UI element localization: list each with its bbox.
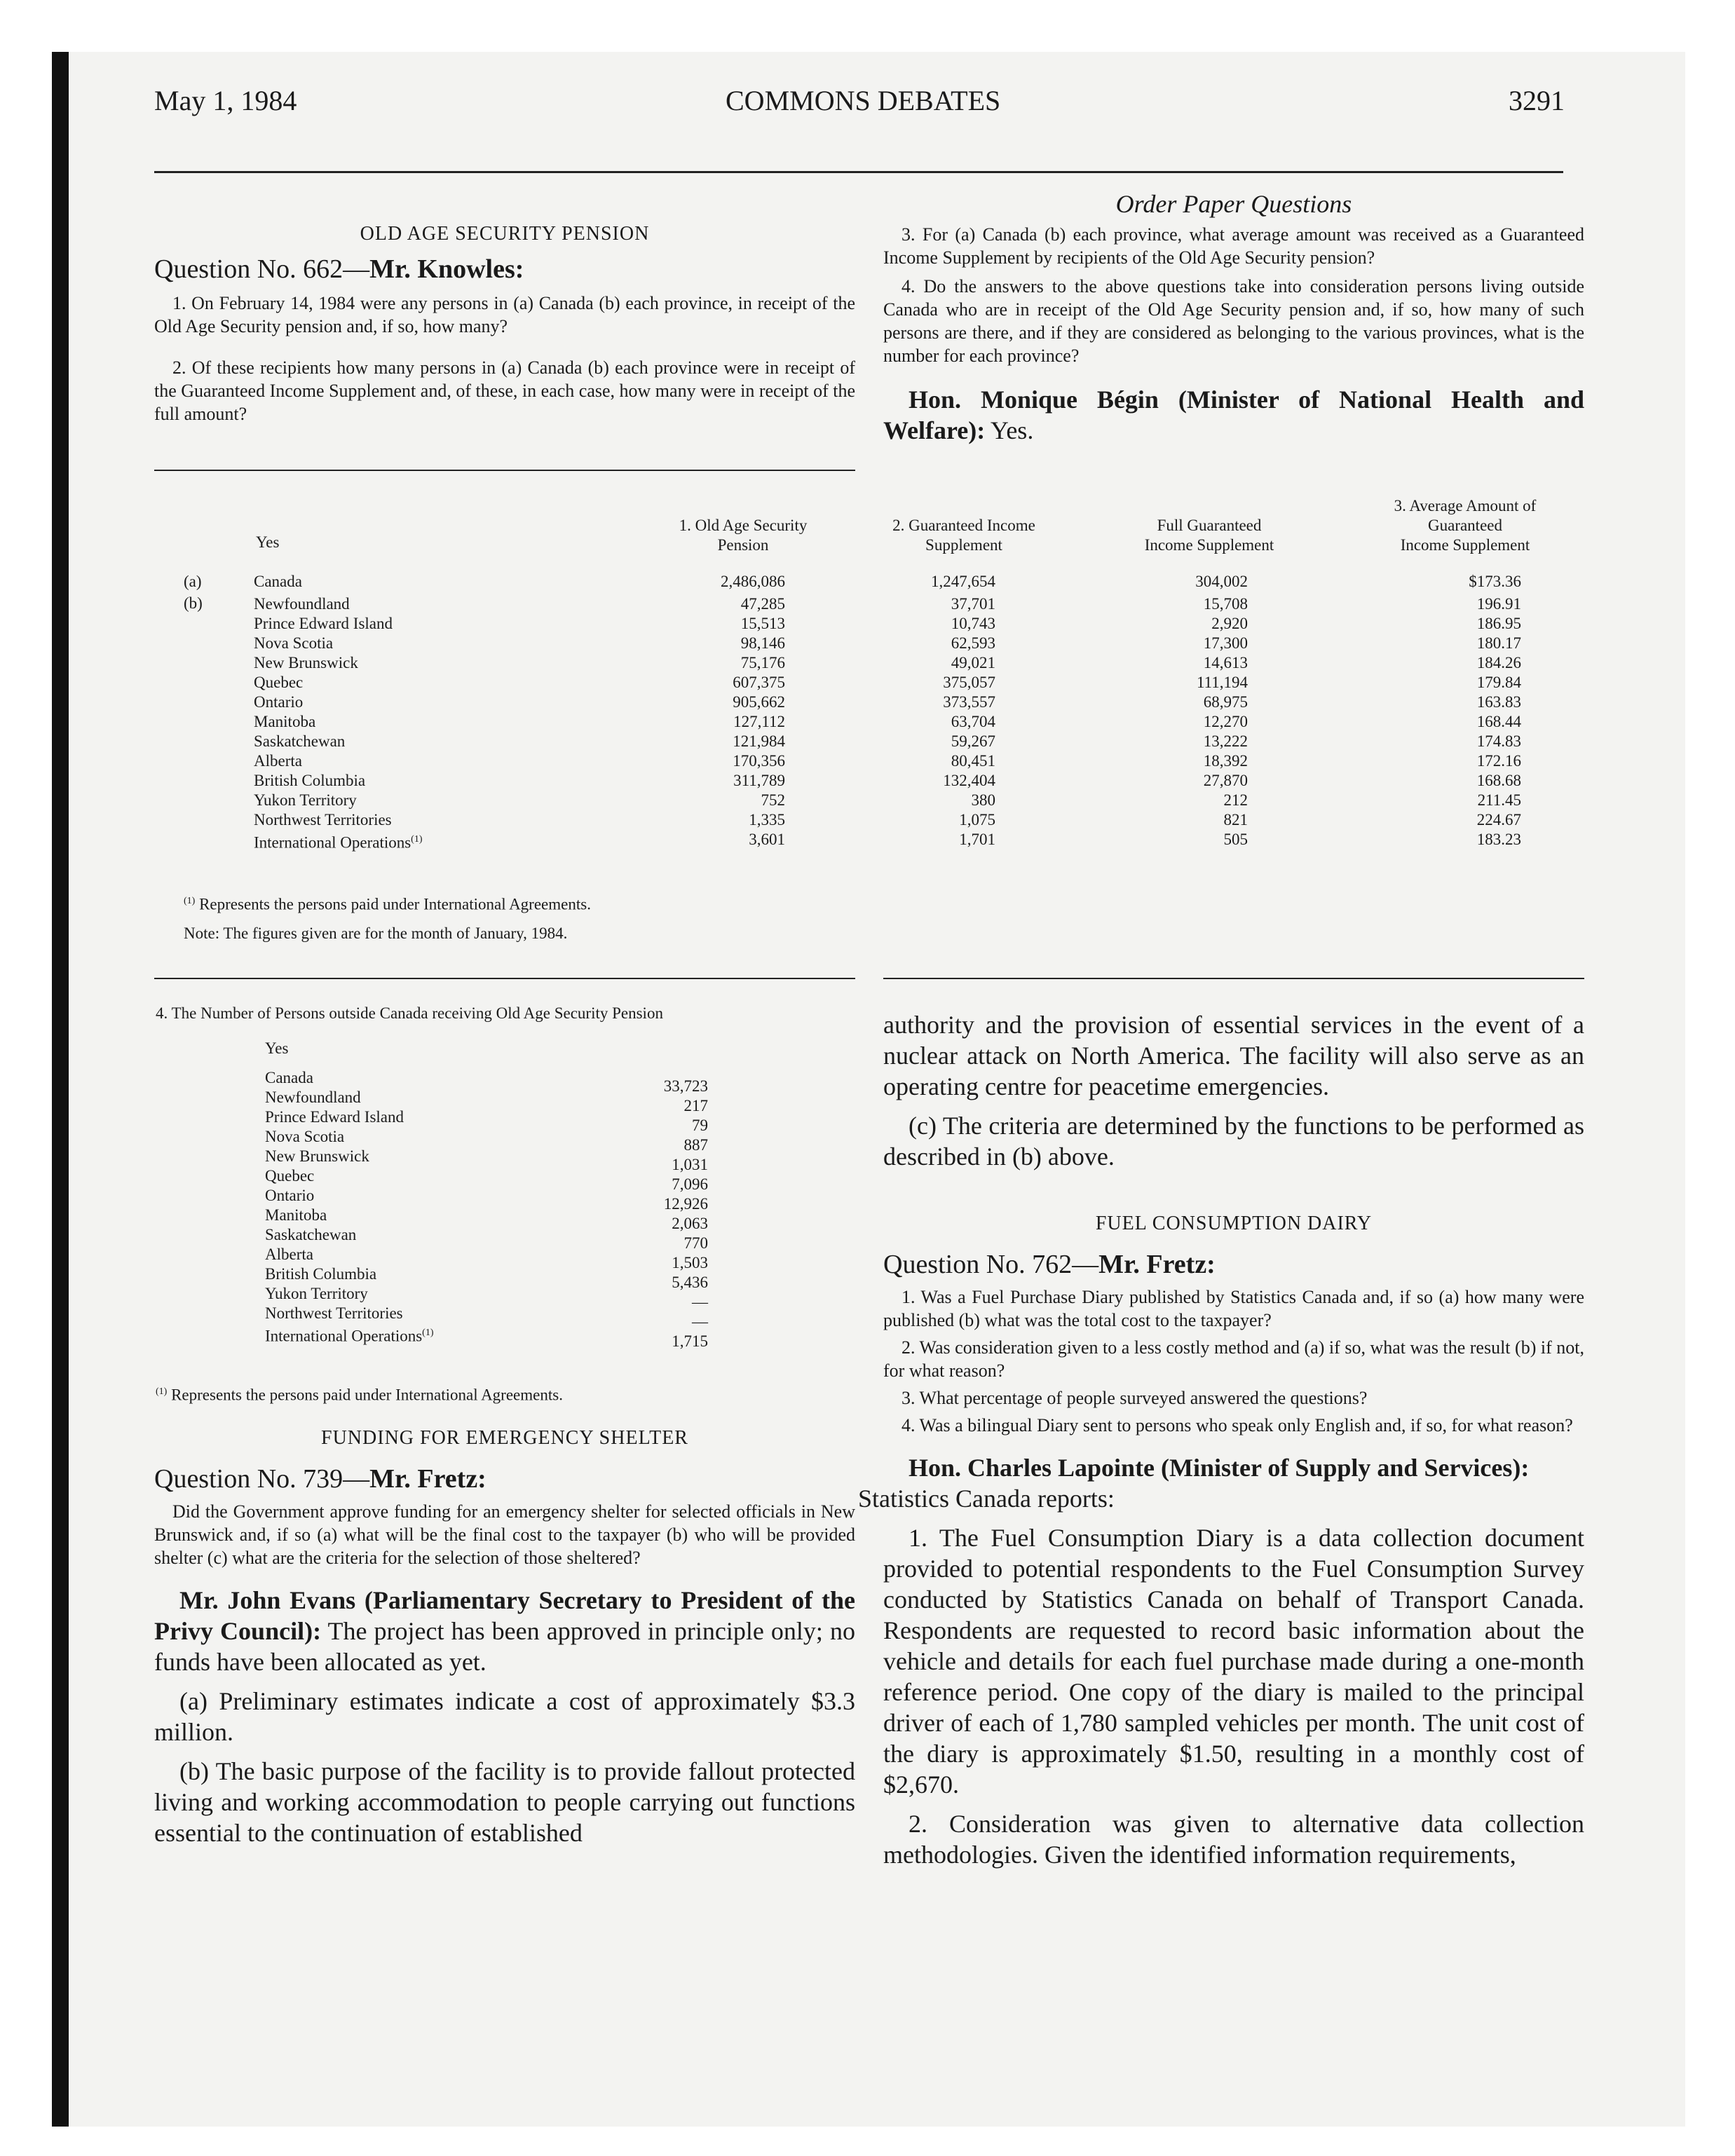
table1-cell-full: 821: [1223, 811, 1248, 828]
shelter-continuation: [883, 1009, 1584, 1172]
right-table-bottom-rule: [883, 978, 1584, 979]
table1-top-rule: [154, 470, 855, 471]
table1-cell-full: 17,300: [1203, 634, 1248, 652]
table1-col4-header-line2: Guaranteed: [1428, 517, 1502, 534]
table2-cell-value: 887: [683, 1136, 708, 1154]
table1-cell-full: 2,920: [1211, 615, 1248, 632]
table2-row-name: Quebec: [265, 1167, 315, 1185]
table1-footnote-marker: (1): [184, 896, 196, 906]
table2-cell-value: 2,063: [672, 1215, 708, 1232]
table2-cell-value: 12,926: [663, 1195, 708, 1213]
table2-cell-value: 79: [692, 1117, 708, 1134]
table1-col4-header-line3: Income Supplement: [1400, 536, 1530, 554]
table1-cell-oas: 2,486,086: [721, 573, 785, 590]
header-date: May 1, 1984: [154, 85, 297, 116]
footnote-marker: (1): [411, 834, 423, 845]
table1-cell-full: 212: [1223, 791, 1248, 809]
oas-q2: 2. Of these recipients how many persons in (a) Canada (b) each province were in receipt of the Guaranteed Income Supplement and, of these, in each case, how many were in receipt of the full amount?: [154, 357, 855, 424]
shelter-answer-c: (c) The criteria are determined by the functions to be performed as described in (b) above.: [883, 1112, 1584, 1171]
table2-cell-value: 5,436: [672, 1274, 708, 1291]
table1-col2-header-line1: 2. Guaranteed Income: [892, 517, 1035, 534]
table2-row-name: British Columbia: [265, 1265, 377, 1283]
order-paper-answer: [883, 384, 1584, 446]
table1-row-name: Alberta: [254, 752, 302, 770]
table1-cell-gis: 49,021: [951, 654, 995, 671]
table1-cell-gis: 380: [971, 791, 995, 809]
fuel-answer-2: 2. Consideration was given to alternative data collection methodologies. Given the identified information requirements,: [883, 1810, 1584, 1869]
table2-cell-value: 1,715: [672, 1332, 708, 1350]
fuel-section: [858, 1213, 1584, 1870]
table1-col1-header-line1: 1. Old Age Security: [679, 517, 808, 534]
order-paper-speaker: Hon. Monique Bégin (Minister of National Health and Welfare):: [883, 386, 1584, 444]
fuel-question-no: Question No. 762—: [883, 1250, 1099, 1279]
table2-row-name: Newfoundland: [265, 1089, 361, 1106]
order-paper-section: [883, 189, 1584, 446]
oas-heading: OLD AGE SECURITY PENSION: [360, 223, 650, 245]
table2-cell-value: 217: [683, 1097, 708, 1114]
shelter-answer: [154, 1585, 855, 1677]
shelter-question-title: [154, 1464, 855, 1494]
shelter-speaker: Mr. John Evans (Parliamentary Secretary to President of the Privy Council):: [154, 1586, 855, 1645]
table1-col3-header: [1122, 516, 1297, 555]
table2-cell-value: 770: [683, 1234, 708, 1252]
table2-row-name: Yukon Territory: [265, 1285, 368, 1302]
table1-row-name: Northwest Territories: [254, 811, 392, 828]
oas-question-title: [154, 254, 855, 285]
table1-cell-avg: 224.67: [1476, 811, 1521, 828]
table1-row-name: International Operations$^{(1)}$: [254, 833, 423, 852]
table1-gis-column: [890, 572, 995, 850]
table1-oas-column: [673, 572, 785, 850]
table1-cell-avg: 168.44: [1476, 713, 1521, 730]
fuel-q1: 1. Was a Fuel Purchase Diary published by Statistics Canada and, if so (a) how many were published (b) what was the total cost to the taxpayer?: [883, 1287, 1584, 1330]
table1-col3-header-line1: Full Guaranteed: [1157, 517, 1262, 534]
table1-yes-label: Yes: [256, 533, 280, 551]
table1-cell-oas: 607,375: [733, 674, 785, 691]
shelter-question: Did the Government approve funding for an emergency shelter for selected officials in New Brunswick and, if so (a) what will be the final cost to the taxpayer (b) who will be provided shelter (c) what are the criteria for the selection of those sheltered?: [154, 1501, 855, 1568]
table2-row-name: Manitoba: [265, 1206, 327, 1224]
table1-col4-header-line1: 3. Average Amount of: [1394, 497, 1537, 514]
table1-cell-full: 505: [1223, 831, 1248, 848]
fuel-heading: FUEL CONSUMPTION DAIRY: [1095, 1213, 1373, 1234]
fuel-speaker-cont: Statistics Canada reports:: [858, 1485, 1115, 1513]
header-rule: [154, 171, 1563, 173]
table1-row-name: Ontario: [254, 693, 304, 711]
table1-names-column: [254, 572, 423, 853]
shelter-answer-b: (b) The basic purpose of the facility is to provide fallout protected living and working accommodation to people carrying out functions essential to the continuation of established: [154, 1757, 855, 1847]
table1-cell-full: 111,194: [1196, 674, 1248, 691]
oas-q1: 1. On February 14, 1984 were any persons in (a) Canada (b) each province, in receipt of the Old Age Security pension and, if so, how many?: [154, 293, 855, 336]
table1-cell-avg: 196.91: [1476, 595, 1521, 613]
table1-col2-header: [876, 516, 1052, 555]
table2-row-name: Prince Edward Island: [265, 1108, 404, 1126]
table1-row-name: New Brunswick: [254, 654, 358, 671]
table2-names-column: [265, 1068, 434, 1346]
table1-row-name: Quebec: [254, 674, 304, 691]
table1-cell-full: 12,270: [1203, 713, 1248, 730]
table2-title: 4. The Number of Persons outside Canada receiving Old Age Security Pension: [156, 1004, 663, 1022]
fuel-speaker: Hon. Charles Lapointe (Minister of Supply and Services):: [909, 1454, 1530, 1482]
oas-asker: Mr. Knowles:: [369, 254, 524, 284]
fuel-q3: 3. What percentage of people surveyed answered the questions?: [901, 1388, 1368, 1408]
table2-row-name: Alberta: [265, 1246, 313, 1263]
table1-cell-avg: $173.36: [1469, 573, 1521, 590]
table1-cell-gis: 373,557: [943, 693, 995, 711]
table2-values-column: [631, 1077, 708, 1351]
table1-cell-avg: 180.17: [1476, 634, 1521, 652]
table1-marker-b: (b): [184, 594, 203, 612]
table2-cell-value: 33,723: [663, 1077, 708, 1095]
shelter-section: [154, 1427, 855, 1848]
table2-footnote-marker: (1): [156, 1386, 168, 1397]
table1-cell-full: 68,975: [1203, 693, 1248, 711]
table1-cell-full: 14,613: [1203, 654, 1248, 671]
table1-cell-oas: 47,285: [740, 595, 785, 613]
order-paper-q3: 3. For (a) Canada (b) each province, what average amount was received as a Guaranteed Income Supplement by recipients of the Old Age Security pension?: [883, 224, 1584, 268]
table1-row-name: Canada: [254, 573, 302, 590]
table1-cell-oas: 311,789: [733, 772, 785, 789]
table1-cell-gis: 1,247,654: [931, 573, 995, 590]
table1-cell-full: 27,870: [1203, 772, 1248, 789]
table1-cell-gis: 62,593: [951, 634, 995, 652]
table1-cell-oas: 15,513: [740, 615, 785, 632]
fuel-q4: 4. Was a bilingual Diary sent to persons who speak only English and, if so, for what reason?: [901, 1415, 1573, 1435]
shelter-answer-a: (a) Preliminary estimates indicate a cost of approximately $3.3 million.: [154, 1687, 855, 1746]
table1-avg-column: [1437, 572, 1521, 850]
table1-cell-avg: 183.23: [1476, 831, 1521, 848]
table1-cell-oas: 752: [761, 791, 785, 809]
table1-row-name: Saskatchewan: [254, 732, 346, 750]
table2-row-name: Nova Scotia: [265, 1128, 345, 1145]
oas-question-no: Question No. 662—: [154, 254, 370, 284]
table1-cell-full: 304,002: [1195, 573, 1248, 590]
table1-cell-avg: 174.83: [1476, 732, 1521, 750]
footnote-marker: (1): [422, 1328, 434, 1338]
table1-row-name: British Columbia: [254, 772, 366, 789]
table1-cell-avg: 184.26: [1476, 654, 1521, 671]
table2-cell-value: 7,096: [672, 1175, 708, 1193]
table2-footnote: [156, 1382, 563, 1405]
table2-row-name: Northwest Territories: [265, 1304, 403, 1322]
table2-cell-value: 1,031: [672, 1156, 708, 1173]
order-paper-answer-text: Yes.: [985, 416, 1034, 444]
table1-cell-gis: 59,267: [951, 732, 995, 750]
fuel-answer-intro: [858, 1452, 1584, 1514]
table1-row-name: Nova Scotia: [254, 634, 334, 652]
table1-row-name: Newfoundland: [254, 595, 350, 613]
table1-note: Note: The figures given are for the month of January, 1984.: [184, 925, 568, 942]
table1-cell-avg: 163.83: [1476, 693, 1521, 711]
table1-col2-header-line2: Supplement: [925, 536, 1002, 554]
table1-cell-gis: 132,404: [943, 772, 995, 789]
table1-cell-avg: 211.45: [1477, 791, 1521, 809]
fuel-question-title: [883, 1249, 1584, 1280]
shelter-answer-b-continued: authority and the provision of essential services in the event of a nuclear attack on North America. The facility will also serve as an operating centre for peacetime emergencies.: [883, 1011, 1584, 1100]
table1-col1-header-line2: Pension: [717, 536, 769, 554]
table1-cell-avg: 172.16: [1476, 752, 1521, 770]
table2-cell-value: 1,503: [672, 1254, 708, 1271]
shelter-question-no: Question No. 739—: [154, 1464, 370, 1494]
table1-cell-full: 18,392: [1203, 752, 1248, 770]
table2-footnote-text: Represents the persons paid under International Agreements.: [171, 1386, 563, 1404]
table1-cell-avg: 179.84: [1476, 674, 1521, 691]
table1-cell-gis: 375,057: [943, 674, 995, 691]
table1-row-name: Prince Edward Island: [254, 615, 393, 632]
fuel-asker: Mr. Fretz:: [1098, 1250, 1216, 1279]
table1-col1-header: [673, 516, 813, 555]
table1-full-column: [1143, 572, 1248, 850]
table1-cell-oas: 121,984: [733, 732, 785, 750]
table1-cell-full: 15,708: [1203, 595, 1248, 613]
table1-footnote: [184, 892, 591, 915]
shelter-answer-text: The project has been approved in principle only; no funds have been allocated as yet.: [154, 1617, 855, 1676]
table1-cell-gis: 63,704: [951, 713, 995, 730]
table1-cell-gis: 10,743: [951, 615, 995, 632]
table1-cell-oas: 1,335: [749, 811, 785, 828]
table2-yes-label: Yes: [265, 1039, 289, 1057]
table1-col4-header: [1367, 496, 1563, 555]
table1-cell-gis: 1,075: [959, 811, 995, 828]
table2-row-name: Ontario: [265, 1187, 315, 1204]
table1-cell-avg: 186.95: [1476, 615, 1521, 632]
table1-row-name: Manitoba: [254, 713, 316, 730]
fuel-answer-1: 1. The Fuel Consumption Diary is a data collection document provided to potential respondents to the Fuel Consumption Survey conducted by Statistics Canada on behalf of Transport Canada. Respondents are requested to record basic information about the vehicle and details for each fuel purchase made during a one-month reference period. One copy of the diary is mailed to the principal driver of each of 1,780 sampled vehicles per month. The unit cost of the diary is approximately $1.50, resulting in a monthly cost of $2,670.: [883, 1524, 1584, 1799]
order-paper-title: Order Paper Questions: [1115, 190, 1352, 218]
table1-cell-avg: 168.68: [1476, 772, 1521, 789]
table1-row-name: Yukon Territory: [254, 791, 357, 809]
table1-cell-gis: 37,701: [951, 595, 995, 613]
table2-row-name: Saskatchewan: [265, 1226, 357, 1243]
table2-row-name: Canada: [265, 1069, 313, 1086]
table1-cell-oas: 3,601: [749, 831, 785, 848]
header-page-number: 3291: [1509, 85, 1565, 116]
fuel-q2: 2. Was consideration given to a less costly method and (a) if so, what was the result (b) if not, for what reason?: [883, 1337, 1584, 1381]
shelter-asker: Mr. Fretz:: [369, 1464, 487, 1494]
table1-cell-oas: 75,176: [740, 654, 785, 671]
table1-cell-oas: 98,146: [740, 634, 785, 652]
table1-cell-oas: 170,356: [733, 752, 785, 770]
table2-row-name: International Operations$^{(1)}$: [265, 1327, 434, 1345]
table1-col3-header-line2: Income Supplement: [1144, 536, 1274, 554]
table2-row-name: New Brunswick: [265, 1147, 369, 1165]
table2-cell-value: —: [692, 1313, 708, 1330]
table2-cell-value: —: [692, 1293, 708, 1311]
table1-marker-a: (a): [184, 573, 202, 590]
table1-footnote-text: Represents the persons paid under International Agreements.: [199, 895, 591, 913]
table1-cell-gis: 80,451: [951, 752, 995, 770]
table1-cell-oas: 127,112: [733, 713, 785, 730]
header-title: COMMONS DEBATES: [726, 85, 1001, 116]
table1-cell-oas: 905,662: [733, 693, 785, 711]
table2-top-rule: [154, 978, 855, 979]
shelter-heading: FUNDING FOR EMERGENCY SHELTER: [321, 1427, 688, 1449]
table1-cell-gis: 1,701: [959, 831, 995, 848]
order-paper-q4: 4. Do the answers to the above questions take into consideration persons living outside Canada who are in receipt of the Old Age Security pension and, if so, how many of such persons are there, and if they are considered as belonging to the various provinces, what is the number for each province?: [883, 276, 1584, 366]
table1-cell-full: 13,222: [1203, 732, 1248, 750]
oas-section: [154, 223, 855, 425]
